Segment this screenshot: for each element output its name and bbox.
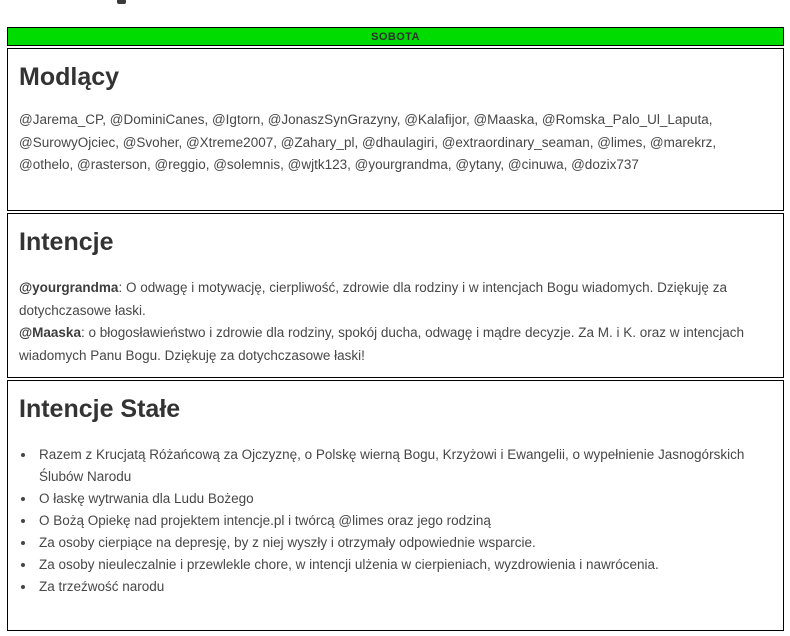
list-item: • Za osoby cierpiące na depresję, by z niej wyszły i otrzymały odpowiednie wsparcie. [36, 532, 772, 554]
list-item: • Za osoby nieuleczalnie i przewlekle chore, w intencji ulżenia w cierpieniach, wyzdrowienia i nawrócenia. [36, 554, 772, 576]
cutoff-text-fragment [117, 0, 126, 4]
permanent-intentions-list [19, 444, 772, 598]
section-title-intencje: Intencje [19, 228, 114, 256]
intencje-day-page [7, 27, 784, 631]
section-intencje [7, 213, 784, 378]
list-item: • O łaskę wytrwania dla Ludu Bożego [36, 488, 772, 510]
intention-entry [19, 277, 772, 322]
section-modlacy [7, 48, 784, 211]
intention-author: @yourgrandma [19, 280, 119, 295]
intentions-entries [19, 277, 772, 367]
list-item: • Razem z Krucjatą Różańcową za Ojczyznę, o Polskę wierną Bogu, Krzyżowi i Ewangelii, o wypełnienie Jasnogórskich Ślubów Narodu [36, 444, 772, 488]
section-title-modlacy: Modlący [19, 63, 120, 91]
praying-members-list: @Jarema_CP, @DominiCanes, @Igtorn, @JonaszSynGrazyny, @Kalafijor, @Maaska, @Romska_Palo_Ul_Laputa, @SurowyOjciec, @Svoher, @Xtreme2007, @Zahary_pl, @dhaulagiri, @extraordinary_seaman, @limes, @marekrz, @othelo, @rasterson, @reggio, @solemnis, @wjtk123, @yourgrandma, @ytany, @cinuwa, @dozix737 [19, 112, 717, 172]
list-item: • Za trzeźwość narodu [36, 576, 772, 598]
day-header-bar [7, 27, 784, 46]
intention-author: @Maaska [19, 325, 81, 340]
intention-entry [19, 322, 772, 367]
section-title-intencje-stale: Intencje Stałe [19, 395, 181, 423]
list-item: • O Bożą Opiekę nad projektem intencje.pl i twórcą @limes oraz jego rodziną [36, 510, 772, 532]
day-label: SOBOTA [371, 30, 420, 43]
section-intencje-stale [7, 380, 784, 631]
intention-text: : O odwagę i motywację, cierpliwość, zdrowie dla rodziny i w intencjach Bogu wiadomych. Dziękuję za dotychczasowe łaski. [19, 280, 727, 318]
intention-text: : o błogosławieństwo i zdrowie dla rodziny, spokój ducha, odwagę i mądre decyzje. Za M. i K. oraz w intencjach wiadomych Panu Bogu. Dziękuję za dotychczasowe łaski! [19, 325, 745, 363]
